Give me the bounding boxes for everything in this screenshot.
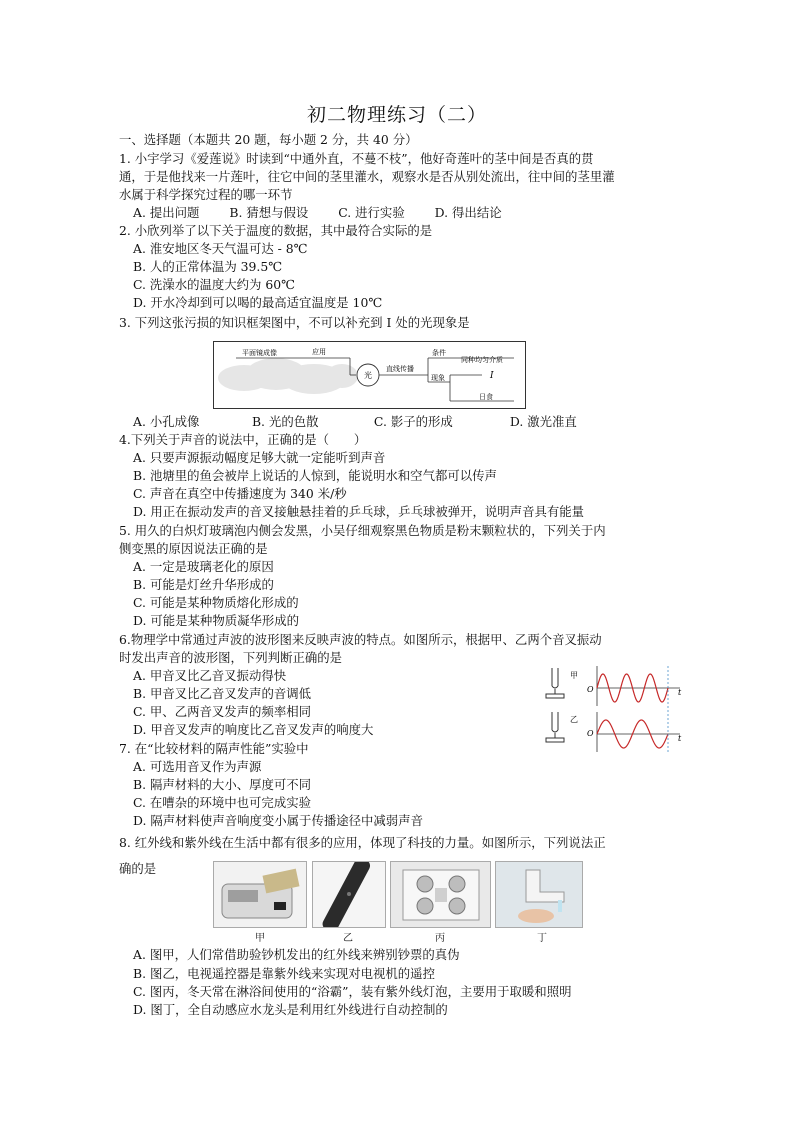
q1-line-2: 通，于是他找来一片莲叶，往它中间的茎里灌水，观察水是否从别处流出，往中间的茎里灌 (119, 169, 615, 184)
q3-option-c[interactable]: C. 影子的形成 (373, 414, 453, 429)
q7-option-c[interactable]: C. 在嘈杂的环境中也可完成实验 (133, 795, 311, 810)
remote-control-image (312, 861, 386, 928)
roman-i-label: I (490, 371, 494, 381)
page-title: 初二物理练习（二） (306, 104, 487, 126)
caption-ding: 丁 (537, 933, 547, 944)
q3-stem: 3. 下列这张污损的知识框架图中，不可以补充到 I 处的光现象是 (119, 315, 470, 330)
app-label: 应用 (312, 348, 326, 356)
q5-option-c[interactable]: C. 可能是某种物质熔化形成的 (133, 595, 299, 610)
tuning-fork-jia-icon (546, 668, 564, 698)
q3-option-a[interactable]: A. 小孔成像 (133, 414, 200, 429)
fig-t-1: t (678, 688, 682, 697)
planar-label: 平面镜成像 (242, 349, 277, 357)
q7-option-d[interactable]: D. 隔声材料使声音响度变小属于传播途径中减弱声音 (133, 813, 423, 828)
eclipse-label: 日食 (479, 393, 493, 401)
q5-line-1: 5. 用久的白炽灯玻璃泡内侧会发黑，小吴仔细观察黑色物质是粉末颗粒状的，下列关于内 (119, 523, 606, 538)
medium-label: 同种均匀介质 (461, 356, 503, 364)
q6-option-c[interactable]: C. 甲、乙两音叉发声的频率相同 (133, 704, 311, 719)
q5-line-2: 侧变黑的原因说法正确的是 (119, 541, 268, 556)
q7-option-b[interactable]: B. 隔声材料的大小、厚度可不同 (133, 777, 312, 792)
knowledge-framework-diagram (213, 341, 526, 409)
stain-cloud (218, 358, 358, 394)
q8-line-1: 8. 红外线和紫外线在生活中都有很多的应用，体现了科技的力量。如图所示，下列说法正 (119, 835, 606, 850)
tuning-fork-yi-icon (546, 712, 564, 742)
q1-option-b[interactable]: B. 猜想与假设 (229, 205, 309, 220)
q2-option-b[interactable]: B. 人的正常体温为 39.5℃ (133, 259, 283, 274)
bath-heater-image (390, 861, 491, 928)
q4-option-a[interactable]: A. 只要声源振动幅度足够大就一定能听到声音 (133, 450, 386, 465)
q1-option-d[interactable]: D. 得出结论 (434, 205, 502, 220)
q5-option-b[interactable]: B. 可能是灯丝升华形成的 (133, 577, 274, 592)
q8-option-d[interactable]: D. 图丁，全自动感应水龙头是利用红外线进行自动控制的 (133, 1002, 448, 1017)
q2-option-d[interactable]: D. 开水冷却到可以喝的最高适宜温度是 10℃ (133, 295, 383, 310)
q1-option-a[interactable]: A. 提出问题 (133, 205, 200, 220)
q8-option-b[interactable]: B. 图乙，电视遥控器是靠紫外线来实现对电视机的遥控 (133, 966, 435, 981)
q6-option-d[interactable]: D. 甲音叉发声的响度比乙音叉发声的响度大 (133, 722, 374, 737)
q1-line-3: 水属于科学探究过程的哪一环节 (119, 187, 293, 202)
fig-origin-1: O (587, 685, 594, 694)
fig-yi-label: 乙 (570, 715, 578, 724)
q1-options (133, 204, 528, 222)
money-detector-image (213, 861, 307, 928)
q3-option-b[interactable]: B. 光的色散 (251, 414, 319, 429)
caption-jia: 甲 (255, 933, 265, 944)
q7-option-a[interactable]: A. 可选用音叉作为声源 (133, 759, 262, 774)
caption-yi: 乙 (343, 933, 353, 944)
q1-line-1: 1. 小宇学习《爱莲说》时读到“中通外直，不蔓不枝”，他好奇莲叶的茎中间是否真的贯 (119, 151, 594, 166)
caption-bing: 丙 (435, 933, 445, 944)
fig-t-2: t (678, 734, 682, 743)
q4-option-b[interactable]: B. 池塘里的鱼会被岸上说话的人惊到，能说明水和空气都可以传声 (133, 468, 497, 483)
q6-option-b[interactable]: B. 甲音叉比乙音叉发声的音调低 (133, 686, 312, 701)
q2-option-c[interactable]: C. 洗澡水的温度大约为 60℃ (133, 277, 295, 292)
q5-option-d[interactable]: D. 可能是某种物质凝华形成的 (133, 613, 300, 628)
framework-svg (214, 342, 525, 408)
straight-label: 直线传播 (386, 365, 414, 373)
q6-line-2: 时发出声音的波形图，下列判断正确的是 (119, 650, 343, 665)
q8-option-c[interactable]: C. 图丙，冬天常在淋浴间使用的“浴霸”，装有紫外线灯泡，主要用于取暖和照明 (133, 984, 572, 999)
q3-option-d[interactable]: D. 激光准直 (509, 414, 577, 429)
cond-label: 条件 (432, 349, 446, 357)
q5-option-a[interactable]: A. 一定是玻璃老化的原因 (133, 559, 274, 574)
auto-faucet-image (495, 861, 583, 928)
fig-jia-label: 甲 (570, 671, 578, 680)
section-heading: 一、选择题（本题共 20 题，每小题 2 分，共 40 分） (119, 132, 418, 147)
phen-label: 现象 (431, 374, 445, 382)
q8-line-2: 确的是 (119, 861, 157, 876)
q4-stem: 4.下列关于声音的说法中，正确的是（ ） (119, 432, 367, 447)
q3-options (133, 413, 577, 431)
q4-option-c[interactable]: C. 声音在真空中传播速度为 340 米/秒 (133, 486, 347, 501)
q4-option-d[interactable]: D. 用正在振动发声的音叉接触悬挂着的乒乓球，乒乓球被弹开，说明声音具有能量 (133, 504, 585, 519)
q1-option-c[interactable]: C. 进行实验 (338, 205, 405, 220)
fig-origin-2: O (587, 729, 594, 738)
q7-stem: 7. 在“比较材料的隔声性能”实验中 (119, 741, 309, 756)
q8-option-a[interactable]: A. 图甲，人们常借助验钞机发出的红外线来辨别钞票的真伪 (133, 947, 460, 962)
light-label: 光 (364, 371, 372, 380)
waveform-figure (540, 662, 685, 754)
q6-line-1: 6.物理学中常通过声波的波形图来反映声波的特点。如图所示，根据甲、乙两个音叉振动 (119, 632, 602, 647)
q2-option-a[interactable]: A. 淮安地区冬天气温可达 - 8℃ (133, 241, 308, 256)
q2-stem: 2. 小欣列举了以下关于温度的数据，其中最符合实际的是 (119, 223, 433, 238)
q6-option-a[interactable]: A. 甲音叉比乙音叉振动得快 (133, 668, 287, 683)
